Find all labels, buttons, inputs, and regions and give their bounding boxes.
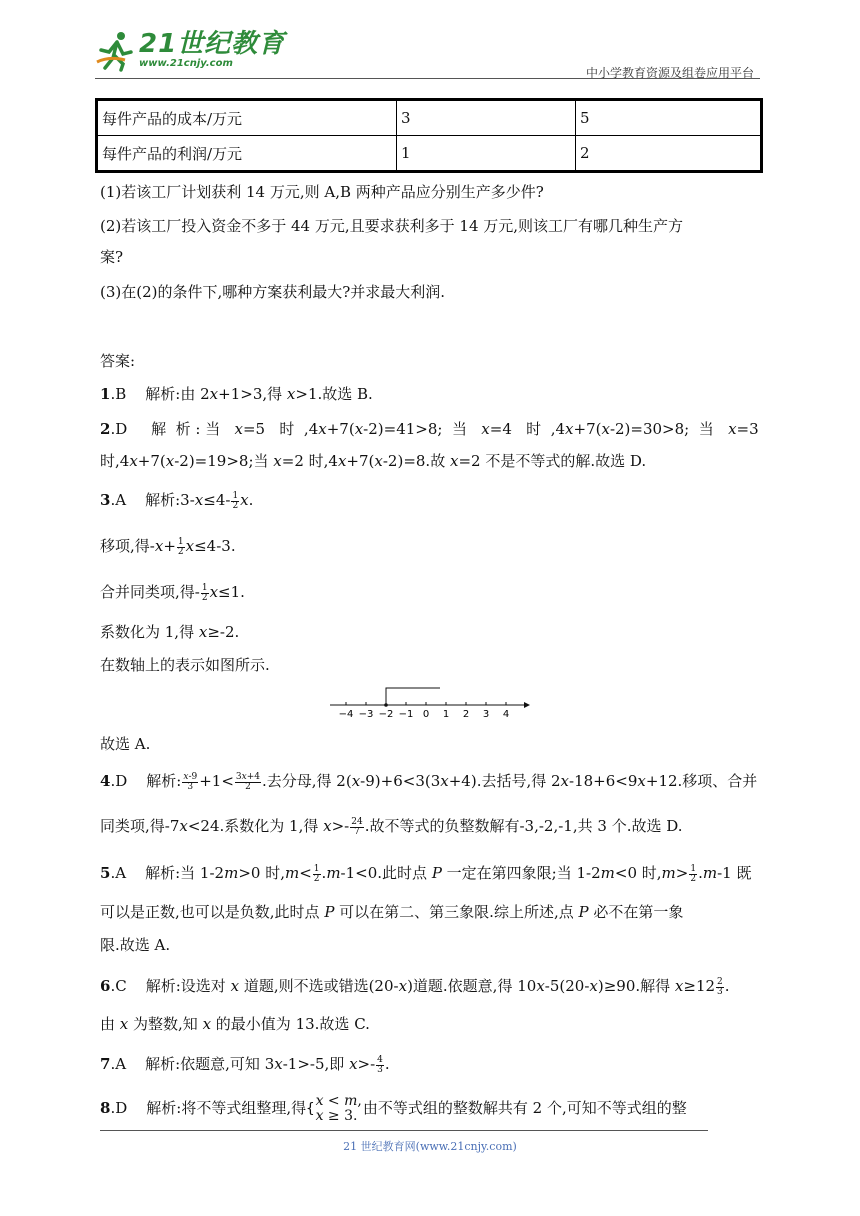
answer-6-line2: 由 x 为整数,知 x 的最小值为 13.故选 C.: [100, 1015, 370, 1033]
table-cell: 2: [576, 136, 762, 172]
answer-5-line1: 5.A 解析:当 1-2m>0 时,m< $\frac{1}{2}$ .m-1<0.此时点 P 一定在第四象限;当 1-2m<0 时,m> $\frac{1}{2}$ .m-1 既: [100, 863, 752, 884]
answer-3-conclusion: 故选 A.: [100, 735, 151, 753]
table-cell: 每件产品的成本/万元: [97, 100, 397, 136]
answer-5-line2: 可以是正数,也可以是负数,此时点 P 可以在第二、第三象限.综上所述,点 P 必不在第一象: [100, 903, 684, 921]
table-row: [97, 136, 762, 172]
header-divider: [95, 78, 760, 79]
tick-label: −4: [338, 709, 354, 720]
page-footer: 21 世纪教育网(www.21cnjy.com): [343, 1140, 517, 1153]
answer-2-line1: 2.D 解 析 : 当 x=5 时 ,4x+7(x-2)=41>8; 当 x=4 时 ,4x+7(x-2)=30>8; 当 x=3: [100, 420, 759, 438]
answer-7: 7.A 解析:依题意,可知 3x-1>-5,即 x>- $\frac{4}{3}$ .: [100, 1054, 390, 1075]
tick-label: 0: [422, 709, 430, 720]
header-platform-name: 中小学教育资源及组卷应用平台: [585, 66, 754, 80]
tick-label: 4: [502, 709, 510, 720]
cost-profit-table: [95, 98, 763, 173]
answer-2-line2: 时,4x+7(x-2)=19>8;当 x=2 时,4x+7(x-2)=8.故 x=2 不是不等式的解.故选 D.: [100, 452, 647, 470]
logo-url: www.21cnjy.com: [139, 58, 233, 69]
tick-label: −2: [378, 709, 394, 720]
footer-divider: [100, 1130, 708, 1131]
logo-title: 21世纪教育: [139, 29, 286, 59]
site-logo: [95, 28, 285, 72]
answer-3-line5: 在数轴上的表示如图所示.: [100, 656, 270, 674]
table-cell: 1: [397, 136, 576, 172]
number-line-figure: [330, 683, 530, 723]
arrow-icon: [524, 702, 530, 708]
answer-8-line1: 8.D 解析:将不等式组整理,得{ x < m, x ≥ 3. 由不等式组的整数解共有 2 个,可知不等式组的整: [100, 1093, 687, 1124]
runner-logo-icon: [95, 28, 139, 72]
table-cell: 每件产品的利润/万元: [97, 136, 397, 172]
answer-3-line4: 系数化为 1,得 x≥-2.: [100, 623, 240, 641]
answer-4-line1: 4.D 解析: $\frac{x-9}{3}$ +1< $\frac{3x+4}{2}$ .去分母,得 2(x-9)+6<3(3x+4).去括号,得 2x-18+6<9x+12.移项、合并: [100, 771, 758, 792]
tick-label: 1: [442, 709, 450, 720]
tick-label: 3: [482, 709, 490, 720]
answers-heading: 答案:: [100, 352, 136, 370]
answer-1: 1.B 解析:由 2x+1>3,得 x>1.故选 B.: [100, 385, 373, 403]
solution-ray: [386, 688, 440, 705]
answer-3-line1: 3.A 解析:3-x≤4- $\frac{1}{2}$ x.: [100, 490, 254, 511]
table-row: [97, 100, 762, 136]
tick-label: 2: [462, 709, 470, 720]
closed-endpoint-dot: [384, 703, 388, 707]
question-2-line1: (2)若该工厂投入资金不多于 44 万元,且要求获利多于 14 万元,则该工厂有哪几种生产方: [100, 217, 684, 235]
tick-label: −1: [398, 709, 414, 720]
tick-label: −3: [358, 709, 374, 720]
question-2-line2: 案?: [100, 248, 124, 266]
table-cell: 3: [397, 100, 576, 136]
table-cell: 5: [576, 100, 762, 136]
page-header: [95, 28, 760, 80]
answer-5-line3: 限.故选 A.: [100, 936, 171, 954]
answer-3-line3: 合并同类项,得- $\frac{1}{2}$ x≤1.: [100, 582, 245, 603]
answer-3-line2: 移项,得-x+ $\frac{1}{2}$ x≤4-3.: [100, 536, 236, 557]
question-1: (1)若该工厂计划获利 14 万元,则 A,B 两种产品应分别生产多少件?: [100, 183, 544, 201]
answer-6-line1: 6.C 解析:设选对 x 道题,则不选或错选(20-x)道题.依题意,得 10x-5(20-x)≥90.解得 x≥12 $\frac{2}{3}$ .: [100, 976, 730, 997]
answer-4-line2: 同类项,得-7x<24.系数化为 1,得 x>- $\frac{24}{7}$ .故不等式的负整数解有-3,-2,-1,共 3 个.故选 D.: [100, 816, 683, 837]
question-3: (3)在(2)的条件下,哪种方案获利最大?并求最大利润.: [100, 283, 446, 301]
